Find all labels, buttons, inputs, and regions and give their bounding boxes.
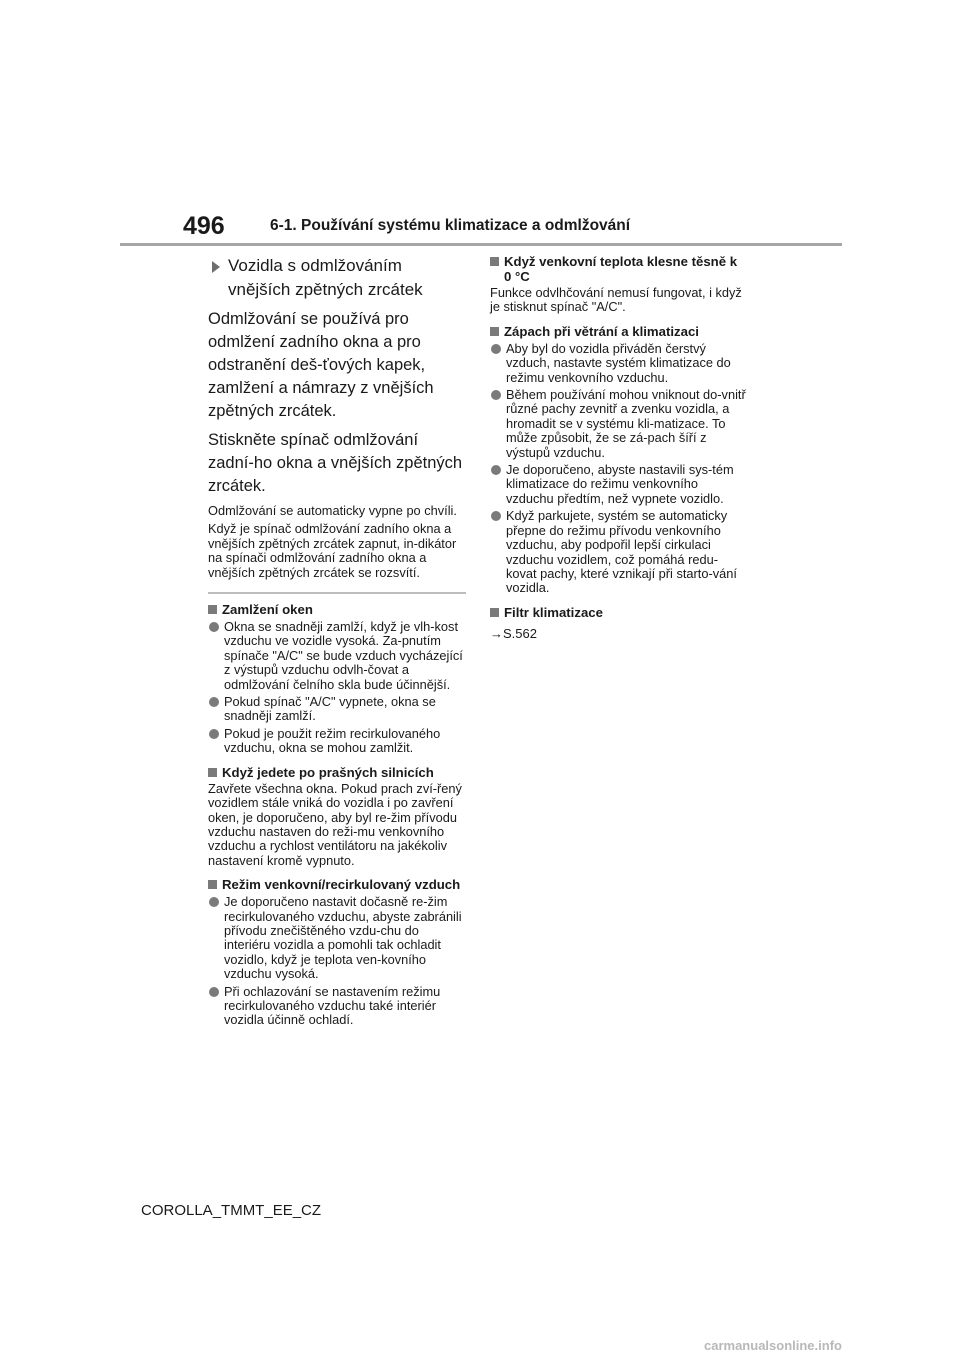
section-heading-text: Zamlžení oken [222,602,313,618]
triangle-bullet-icon [212,261,220,273]
circle-bullet-icon [491,465,501,475]
section-title: 6-1. Používání systému klimatizace a odmlžování [270,217,631,234]
lead-heading-text: Vozidla s odmlžováním vnějších zpětných zrcátek [228,256,423,299]
square-bullet-icon [208,880,217,889]
list-item-text: Okna se snadněji zamlží, když je vlh-kost vzduchu ve vozidle vysoká. Za-pnutím spínače "A/C" se bude vzduch vycházející z výstupů vzduchu odvlh-čovat a odmlžování čelního skla bude účinnější. [224,619,463,692]
list-item-text: Když parkujete, systém se automaticky přepne do režimu přívodu venkovního vzduchu, aby podpořil lepší cirkulaci vzduchu vozidlem, což pomáhá redu-kovat pachy, které vznikají při starto-vání vozidla. [506,508,737,596]
indicator-note: Když je spínač odmlžování zadního okna a vnějších zpětných zrcátek zapnut, in-dikátor na spínači odmlžování zadního okna a vnějších zpětných zrcátek se rozsvítí. [208,521,457,580]
auto-off-note: Odmlžování se automaticky vypne po chvíli. [208,503,457,518]
lead-heading [208,254,466,302]
section-text: Funkce odvlhčování nemusí fungovat, i když je stisknut spínač "A/C". [490,285,742,315]
section-heading-text: Filtr klimatizace [504,604,603,620]
section-heading-text: Režim venkovní/recirkulovaný vzduch [222,877,461,893]
circle-bullet-icon [209,897,219,907]
list-item-text: Pokud spínač "A/C" vypnete, okna se snadněji zamlží. [224,694,436,724]
section-heading-text: Zápach při větrání a klimatizaci [504,323,699,339]
section-air-filter [490,605,748,641]
circle-bullet-icon [209,622,219,632]
list-item [208,727,466,756]
list-item-text: Při ochlazování se nastavením režimu recirkulovaného vzduchu také interiér vozidla účinně ochladí. [224,983,441,1028]
section-heading [208,602,466,617]
section-heading [490,324,748,339]
defogger-description: Odmlžování se používá pro odmlžení zadního okna a pro odstranění deš-ťových kapek, zamlžení a námrazy z vnějších zpětných zrcátek. [208,310,434,420]
list-item [208,620,466,692]
section-heading-text: Když venkovní teplota klesne těsně k 0 °C [504,254,738,284]
circle-bullet-icon [491,390,501,400]
circle-bullet-icon [209,729,219,739]
list-item-text: Je doporučeno nastavit dočasně re-žim recirkulovaného vzduchu, abyste zabránili přívodu znečištěného vzdu-chu do interiéru vozidla a pomohli tak ochladit vozidlo, když je teplota ven-kovního vzduchu vysoká. [224,894,462,982]
site-watermark: carmanualsonline.info [704,1338,842,1353]
list-item [490,388,748,460]
circle-bullet-icon [491,344,501,354]
section-divider [208,592,466,594]
list-item [490,342,748,385]
list-item [208,695,466,724]
section-air-mode [208,877,466,1028]
section-text: Zavřete všechna okna. Pokud prach zví-řený vozidlem stále vniká do vozidla i po zavření oken, je doporučeno, aby byl re-žim přívodu vzduchu nastaven do reži-mu venkovního vzduchu a rychlost ventilátoru na jakékoliv nastavení kromě vypnuto. [208,780,462,868]
header-divider [120,243,842,246]
section-odors [490,324,748,596]
left-column [208,254,466,1037]
list-item [490,463,748,506]
page-reference-link[interactable]: →S.562 [490,625,537,641]
right-column [490,254,748,650]
square-bullet-icon [208,768,217,777]
section-dusty-roads [208,765,466,868]
section-heading [208,877,466,892]
square-bullet-icon [208,605,217,614]
square-bullet-icon [490,608,499,617]
list-item [208,985,466,1028]
section-heading [490,605,748,620]
list-item-text: Pokud je použit režim recirkulovaného vzduchu, okna se mohou zamlžit. [224,725,441,756]
square-bullet-icon [490,327,499,336]
section-low-temperature [490,254,748,315]
square-bullet-icon [490,257,499,266]
list-item [490,509,748,595]
list-item-text: Je doporučeno, abyste nastavili sys-tém klimatizace do režimu venkovního vzduchu předtím, než vypnete vozidlo. [506,462,734,506]
section-heading [490,254,748,284]
defogger-instruction: Stiskněte spínač odmlžování zadní-ho okna a vnějších zpětných zrcátek. [208,431,463,495]
circle-bullet-icon [491,511,501,521]
section-heading-text: Když jedete po prašných silnicích [222,764,434,780]
list-item-text: Během používání mohou vniknout do-vnitř různé pachy zevnitř a zvenku vozidla, a hromadit se v systému kli-matizace. To může způsobit, že se zá-pach šíří z výstupů vzduchu. [506,387,746,460]
circle-bullet-icon [209,697,219,707]
model-code: COROLLA_TMMT_EE_CZ [141,1202,322,1219]
section-window-fogging [208,602,466,756]
list-item [208,895,466,981]
section-heading [208,765,466,780]
circle-bullet-icon [209,987,219,997]
list-item-text: Aby byl do vozidla přiváděn čerstvý vzduch, nastavte systém klimatizace do režimu venkovního vzduchu. [506,340,731,385]
page-number: 496 [183,212,225,240]
